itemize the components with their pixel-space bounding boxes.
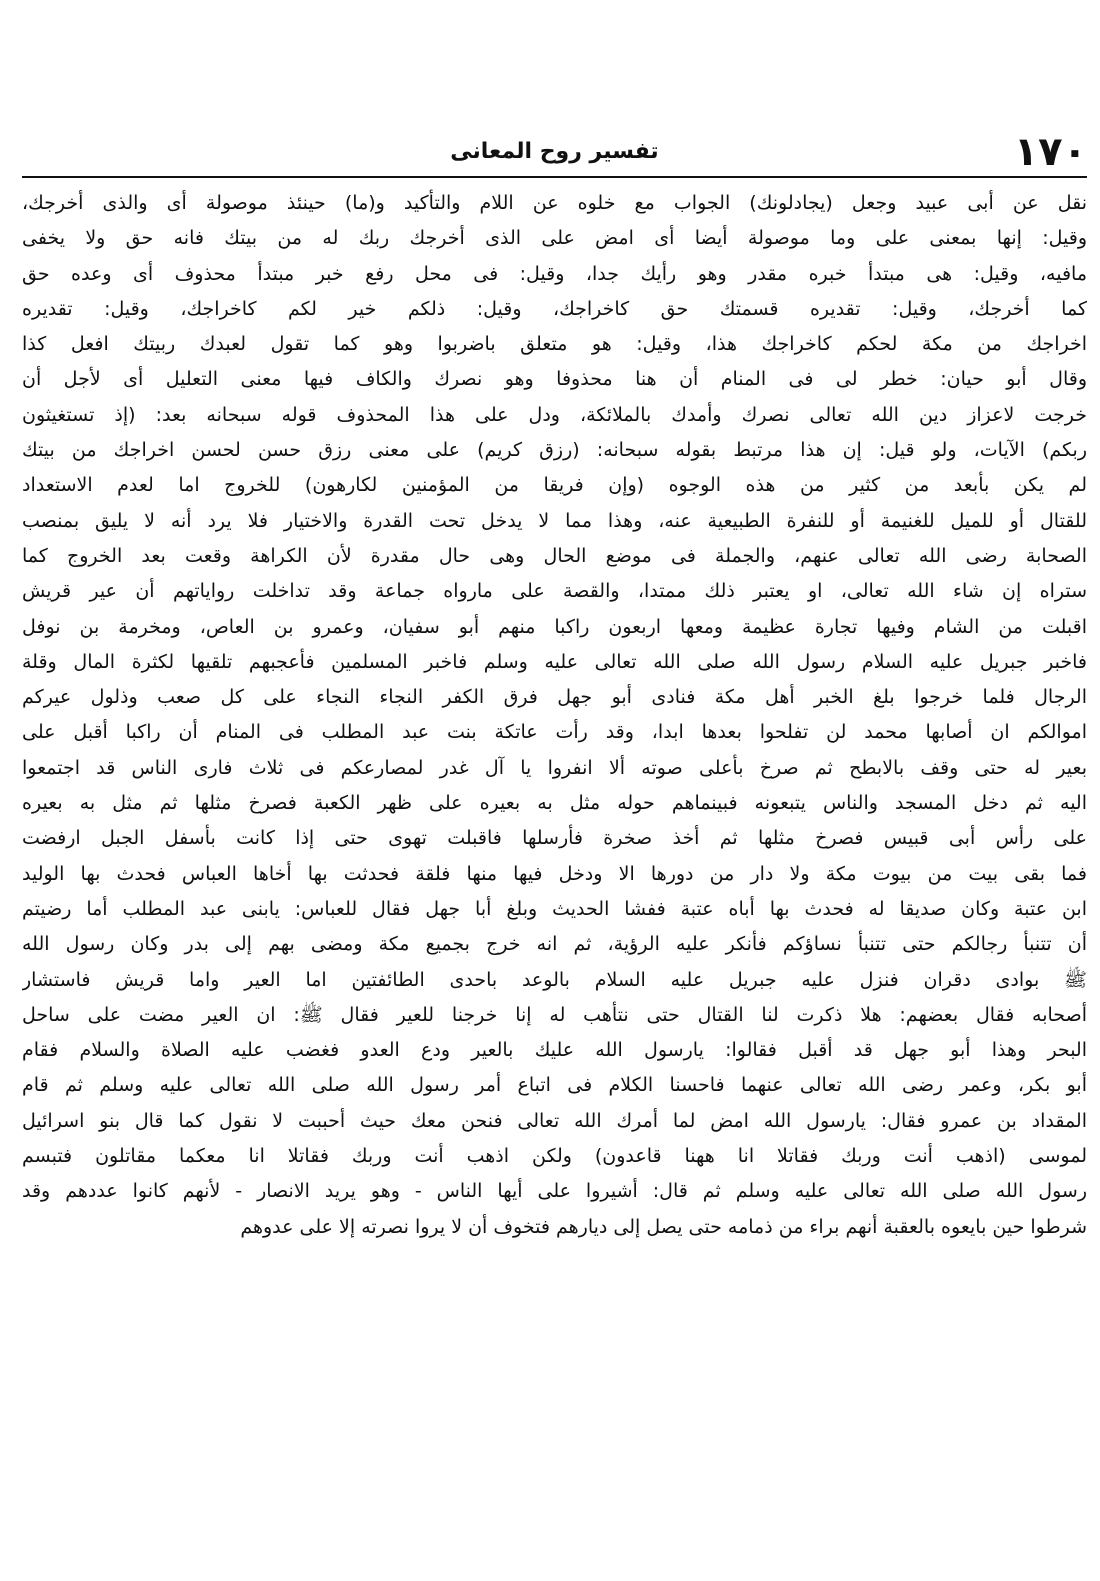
text-line: رسول الله صلى الله تعالى عليه وسلم ثم قال: أشيروا على أيها الناس - وهو يريد الانصار - لأنهم كانوا عددهم وقد (22, 1180, 1087, 1203)
text-line: اليه ثم دخل المسجد والناس يتبعونه فبينماهم حوله مثل به بعيره على ظهر الكعبة فصرخ مثلها ثم مثل به بعيره (22, 792, 1087, 815)
text-line: للقتال أو للميل للغنيمة أو للنفرة الطبيعية عنه، وهذا مما لا يدخل تحت القدرة والاختيار فلا يرد أنه لا يليق بمنصب (22, 509, 1087, 532)
page-header (22, 130, 1087, 174)
text-line: البحر وهذا أبو جهل قد أقبل فقالوا: يارسول الله عليك بالعير ودع العدو فغضب عليه الصلاة والسلام فقام (22, 1039, 1087, 1062)
text-line: اموالكم ان أصابها محمد لن تفلحوا بعدها ابدا، وقد رأت عاتكة بنت عبد المطلب فى المنام أن راكبا أقبل على (22, 721, 1087, 744)
text-line: الرجال فلما خرجوا بلغ الخبر أهل مكة فنادى أبو جهل فرق الكفر النجاء النجاء على كل صعب وذلول عيركم (22, 686, 1087, 709)
text-line: اقبلت من الشام وفيها تجارة عظيمة ومعها اربعون راكبا منهم أبو سفيان، وعمرو بن العاص، ومخرمة بن نوفل (22, 615, 1087, 638)
text-line: أصحابه فقال بعضهم: هلا ذكرت لنا القتال حتى نتأهب له إنا خرجنا للعير فقال ﷺ: ان العير مضت على ساحل (22, 1003, 1087, 1026)
text-line: لم يكن بأبعد من كثير من هذه الوجوه (وإن فريقا من المؤمنين لكارهون) للخروج اما لعدم الاستعداد (22, 474, 1087, 497)
running-title: تفسير روح المعانى (450, 139, 659, 164)
text-line: مافيه، وقيل: هى مبتدأ خبره مقدر وهو رأيك جدا، وقيل: فى محل رفع خبر مبتدأ محذوف أى وعده حق (22, 262, 1087, 285)
text-line: أبو بكر، وعمر رضى الله تعالى عنهما فاحسنا الكلام فى اتباع أمر رسول الله صلى الله تعالى عليه وسلم ثم قام (22, 1074, 1087, 1097)
text-line: وقال أبو حيان: خطر لى فى المنام أن هنا محذوفا وهو نصرك والكاف فيها معنى التعليل أى لأجل أن (22, 368, 1087, 391)
text-line: كما أخرجك، وقيل: تقديره قسمتك حق كاخراجك، وقيل: ذلكم خير لكم كاخراجك، وقيل: تقديره (22, 297, 1087, 320)
text-line: على رأس أبى قبيس فصرخ مثلها ثم أخذ صخرة فأرسلها فاقبلت تهوى حتى إذا كانت بأسفل الجبل ارفضت (22, 827, 1087, 850)
text-line: نقل عن أبى عبيد وجعل (يجادلونك) الجواب مع خلوه عن اللام والتأكيد و(ما) حينئذ موصولة أى والذى أخرجك، (22, 192, 1087, 214)
text-line: لموسى (اذهب أنت وربك فقاتلا انا ههنا قاعدون) ولكن اذهب أنت وربك فقاتلا انا معكما مقاتلون فتبسم (22, 1145, 1087, 1168)
text-line: فما بقى بيت من بيوت مكة ولا دار من دورها الا ودخل فيها منها فلقة فحدثت بها أخاها العباس فحدث بها الوليد (22, 862, 1087, 885)
text-line: خرجت لاعزاز دين الله تعالى نصرك وأمدك بالملائكة، ودل على هذا المحذوف قوله سبحانه بعد: (إذ تستغيثون (22, 403, 1087, 426)
text-line: المقداد بن عمرو فقال: يارسول الله امض لما أمرك الله تعالى فنحن معك حيث أحببت لا نقول كما قال بنو اسرائيل (22, 1109, 1087, 1132)
text-line: بعير له حتى وقف بالابطح ثم صرخ بأعلى صوته ألا انفروا يا آل غدر لمصارعكم فى ثلاث فارى الناس قد اجتمعوا (22, 756, 1087, 779)
text-line: الصحابة رضى الله تعالى عنهم، والجملة فى موضع الحال وهى حال مقدرة لأن الكراهة وقعت بعد الخروج كما (22, 544, 1087, 567)
text-line: ﷺ بوادى دقران فنزل عليه جبريل عليه السلام بالوعد باحدى الطائفتين اما العير واما قريش فاستشار (22, 968, 1087, 991)
body-text (22, 186, 1087, 1245)
text-line: ابن عتبة وكان صديقا له فحدث بها أباه عتبة ففشا الحديث وبلغ أبا جهل فقال للعباس: يابنى عبد المطلب أما رضيتم (22, 897, 1087, 920)
text-line: اخراجك من مكة لحكم كاخراجك هذا، وقيل: هو متعلق باضربوا وهو كما تقول لعبدك ربيتك افعل كذا (22, 333, 1087, 356)
header-rule (22, 176, 1087, 178)
text-line: ستراه إن شاء الله تعالى، او يعتبر ذلك ممتدا، والقصة على مارواه جماعة وقد تداخلت رواياتهم أن عير قريش (22, 580, 1087, 603)
text-line: ربكم) الآيات، ولو قيل: إن هذا مرتبط بقوله سبحانه: (رزق كريم) على معنى رزق حسن لحسن اخراجك من بيتك (22, 439, 1087, 462)
page-number: ١٧٠ (1013, 129, 1087, 175)
text-line: وقيل: إنها بمعنى على وما موصولة أيضا أى امض على الذى أخرجك ربك له من بيتك فانه حق ولا يخفى (22, 227, 1087, 250)
text-line: شرطوا حين بايعوه بالعقبة أنهم براء من ذمامه حتى يصل إلى ديارهم فتخوف أن لا يروا نصرته إلا على عدوهم (240, 1215, 1087, 1238)
text-line: أن تتنبأ رجالكم حتى تتنبأ نساؤكم فأنكر عليه الرؤية، ثم انه خرج بجميع مكة ومضى بهم إلى بدر وكان رسول الله (22, 933, 1087, 956)
text-line: فاخبر جبريل عليه السلام رسول الله صلى الله تعالى عليه وسلم فاخبر المسلمين فأعجبهم تلقيها لكثرة المال وقلة (22, 650, 1087, 673)
